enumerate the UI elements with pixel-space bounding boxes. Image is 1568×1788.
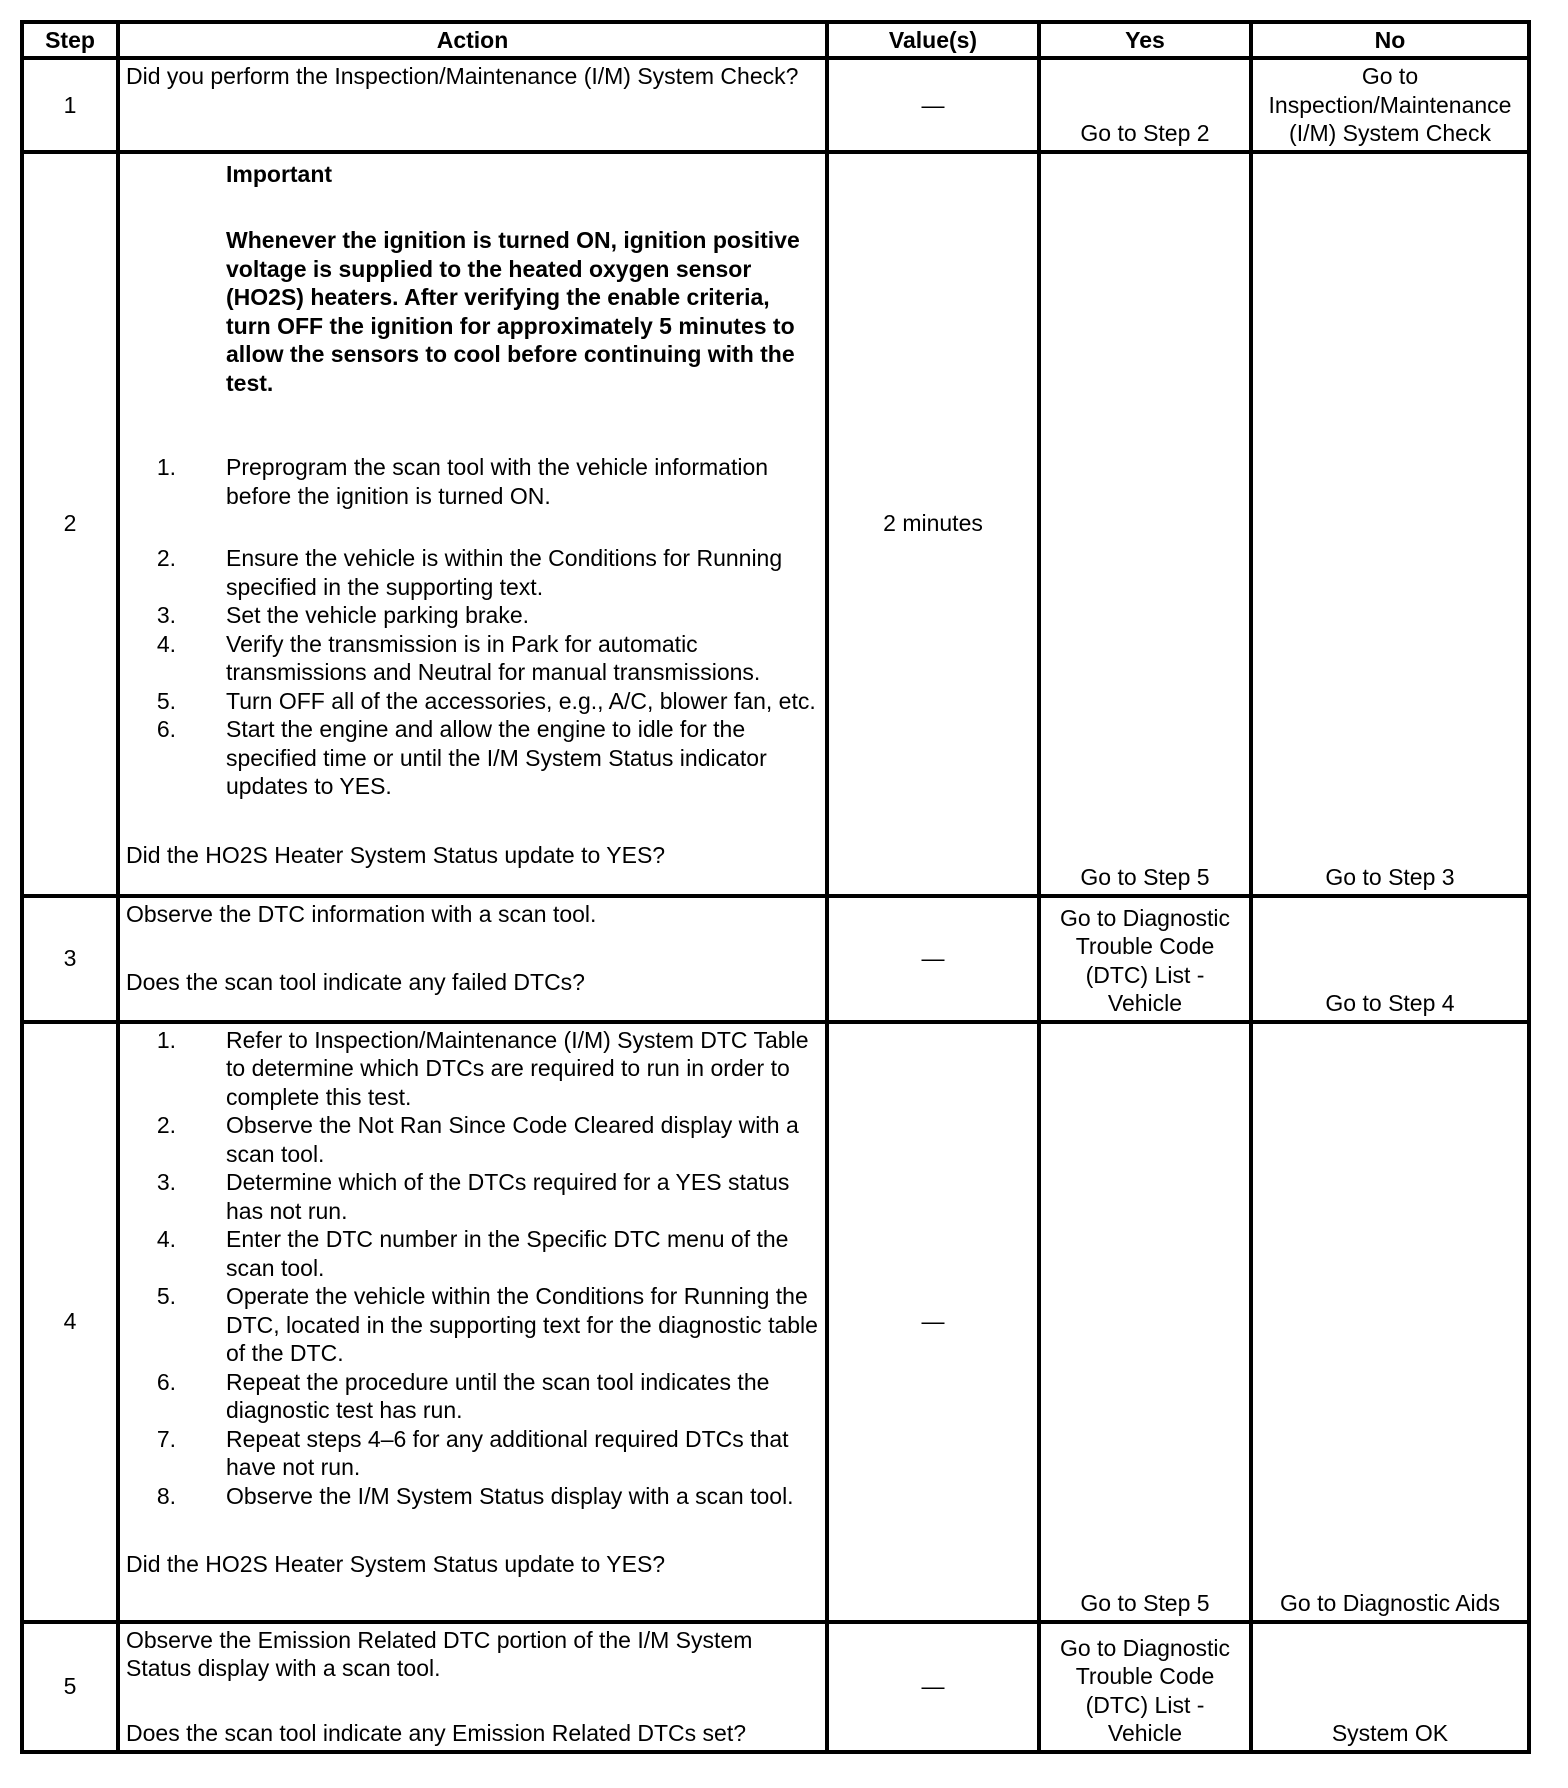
no-cell: System OK [1251,1622,1529,1752]
action-text: Observe the DTC information with a scan tool. [126,900,597,927]
step-number: 3 [22,896,118,1022]
action-cell [118,1622,827,1752]
list-item: 2. Ensure the vehicle is within the Conditions for Running specified in the supporting text. [156,545,783,600]
procedure-list [126,1026,819,1511]
value-cell: — [827,1022,1039,1622]
no-cell: Go to Diagnostic Aids [1251,1022,1529,1622]
action-question: Does the scan tool indicate any Emission Related DTCs set? [126,1719,747,1746]
list-item: 1. Preprogram the scan tool with the vehicle information before the ignition is turned ON. [156,454,769,509]
yes-cell: Go to Diagnostic Trouble Code (DTC) List - Vehicle [1039,1622,1251,1752]
list-item: 3. Set the vehicle parking brake. [156,602,530,628]
step-number: 4 [22,1022,118,1622]
action-question: Does the scan tool indicate any failed DTCs? [126,969,585,995]
no-cell: Go to Inspection/Maintenance (I/M) System Check [1251,58,1529,152]
value-cell: — [827,58,1039,152]
yes-cell: Go to Diagnostic Trouble Code (DTC) List - Vehicle [1039,896,1251,1022]
yes-cell: Go to Step 5 [1039,1022,1251,1622]
procedure-list [126,453,819,801]
list-item: 6. Start the engine and allow the engine to idle for the specified time or until the I/M System Status indicator updates to YES. [156,716,767,799]
important-text: Whenever the ignition is turned ON, ignition positive voltage is supplied to the heated oxygen sensor (HO2S) heaters. After verifying the enable criteria, turn OFF the ignition for approximately 5 minutes to allow the sensors to cool before continuing with the test. [226,227,800,396]
list-item: 7. Repeat steps 4–6 for any additional required DTCs that have not run. [156,1425,789,1480]
action-question: Did the HO2S Heater System Status update to YES? [126,1551,666,1577]
list-item: 8. Observe the I/M System Status display with a scan tool. [156,1482,794,1509]
list-item: 4. Verify the transmission is in Park for automatic transmissions and Neutral for manual transmissions. [156,630,761,685]
action-text: Observe the Emission Related DTC portion of the I/M System Status display with a scan tool. [126,1626,753,1681]
table-row [22,1622,1529,1752]
list-item: 2. Observe the Not Ran Since Code Cleared display with a scan tool. [156,1112,799,1167]
action-question: Did the HO2S Heater System Status update to YES? [126,841,666,868]
header-action: Action [118,22,827,58]
list-item: 5. Turn OFF all of the accessories, e.g., A/C, blower fan, etc. [156,687,816,714]
important-note [226,160,819,398]
step-number: 5 [22,1622,118,1752]
step-number: 2 [22,152,118,896]
list-item: 4. Enter the DTC number in the Specific DTC menu of the scan tool. [156,1226,789,1281]
header-row [22,22,1529,58]
list-item: 5. Operate the vehicle within the Conditions for Running the DTC, located in the supporting text for the diagnostic table of the DTC. [156,1283,818,1366]
value-cell: — [827,1622,1039,1752]
list-item: 1. Refer to Inspection/Maintenance (I/M) System DTC Table to determine which DTCs are required to run in order to complete this test. [156,1026,809,1110]
header-step: Step [22,22,118,58]
action-cell [118,152,827,896]
header-no: No [1251,22,1529,58]
value-cell: — [827,896,1039,1022]
action-text: Did you perform the Inspection/Maintenance (I/M) System Check? [126,63,799,89]
no-cell: Go to Step 3 [1251,152,1529,896]
table-row [22,58,1529,152]
diagnostic-table [20,20,1531,1754]
header-values: Value(s) [827,22,1039,58]
table-row [22,152,1529,896]
action-cell [118,58,827,152]
yes-cell: Go to Step 2 [1039,58,1251,152]
action-cell [118,1022,827,1622]
action-cell [118,896,827,1022]
header-yes: Yes [1039,22,1251,58]
table-row [22,1022,1529,1622]
yes-cell: Go to Step 5 [1039,152,1251,896]
table-row [22,896,1529,1022]
list-item: 6. Repeat the procedure until the scan tool indicates the diagnostic test has run. [156,1368,770,1423]
important-title: Important [226,160,333,187]
value-cell: 2 minutes [827,152,1039,896]
step-number: 1 [22,58,118,152]
no-cell: Go to Step 4 [1251,896,1529,1022]
list-item: 3. Determine which of the DTCs required for a YES status has not run. [156,1169,790,1224]
